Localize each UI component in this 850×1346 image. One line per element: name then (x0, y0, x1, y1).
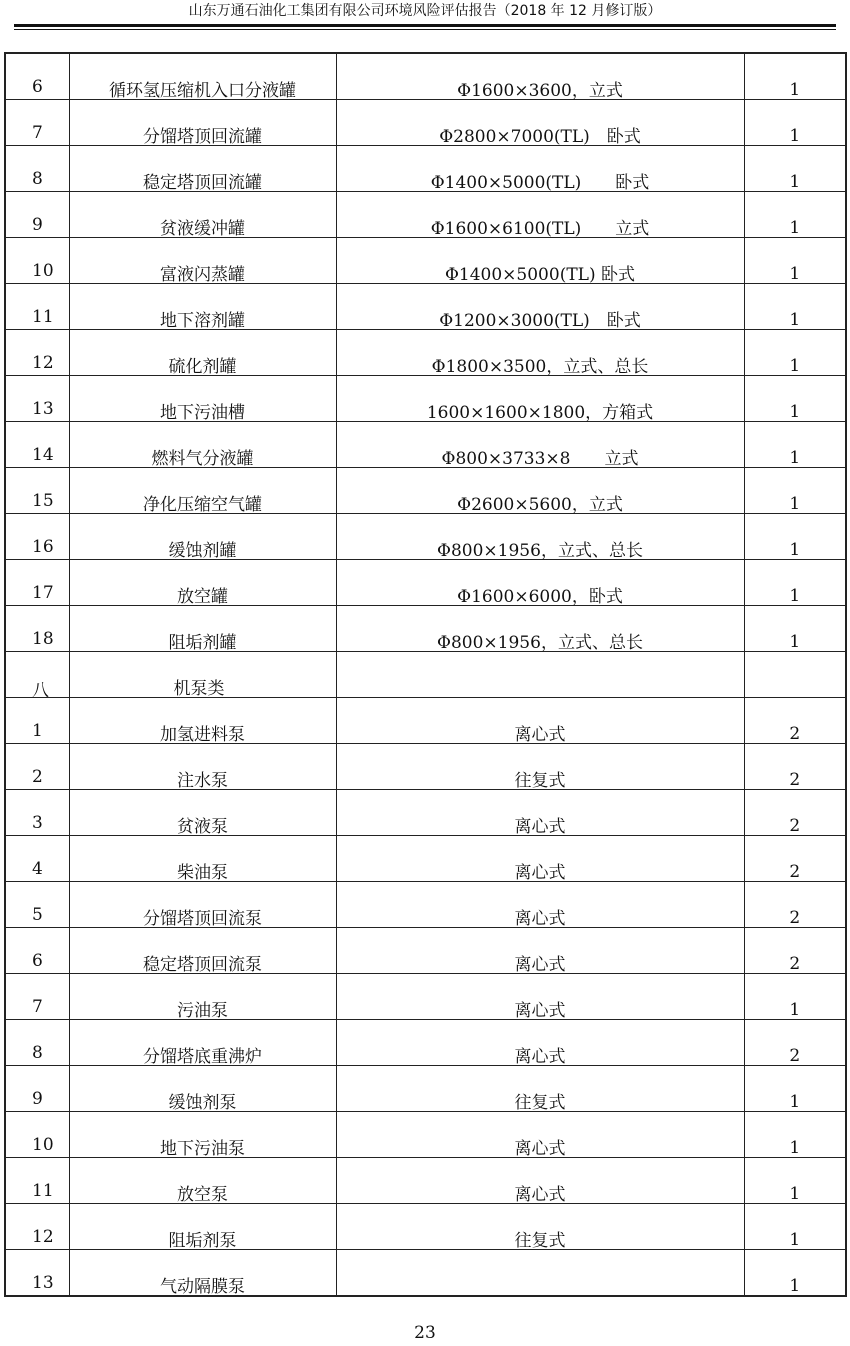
cell-number-text: 11 (32, 1181, 54, 1201)
cell-quantity-text: 2 (789, 1046, 801, 1066)
cell-spec (336, 422, 744, 468)
cell-name (69, 146, 336, 192)
cell-quantity-text: 2 (789, 908, 801, 928)
cell-number (5, 1112, 69, 1158)
cell-quantity (744, 1112, 846, 1158)
cell-name-text: 放空罐 (177, 587, 228, 607)
cell-spec-text: Φ1400×5000(TL) 卧式 (444, 265, 635, 285)
cell-spec-text: 离心式 (514, 1139, 566, 1159)
cell-spec-text: 往复式 (514, 771, 566, 791)
cell-number-text: 13 (32, 1273, 54, 1293)
cell-quantity-text: 1 (789, 402, 801, 422)
cell-name-text: 地下污油泵 (160, 1139, 245, 1159)
cell-quantity (744, 1066, 846, 1112)
cell-number-text: 6 (32, 77, 43, 97)
cell-spec-text: Φ1800×3500，立式、总长 (431, 357, 649, 377)
cell-number (5, 1158, 69, 1204)
cell-quantity (744, 238, 846, 284)
cell-name-text: 柴油泵 (177, 863, 228, 883)
cell-name (69, 652, 336, 698)
cell-spec (336, 1112, 744, 1158)
cell-quantity (744, 1158, 846, 1204)
cell-quantity-text: 1 (789, 356, 801, 376)
table-row (5, 238, 846, 284)
cell-quantity (744, 53, 846, 100)
cell-spec-text: 离心式 (514, 817, 566, 837)
table-row (5, 560, 846, 606)
table-row (5, 422, 846, 468)
cell-spec (336, 790, 744, 836)
cell-quantity-text: 2 (789, 724, 801, 744)
cell-name-text: 分馏塔顶回流罐 (143, 127, 262, 147)
cell-number-text: 3 (32, 813, 43, 833)
cell-quantity-text: 1 (789, 1092, 801, 1112)
cell-spec (336, 53, 744, 100)
cell-spec (336, 238, 744, 284)
cell-spec-text: Φ1600×3600，立式 (457, 81, 623, 101)
cell-number (5, 1204, 69, 1250)
cell-quantity-text: 2 (789, 816, 801, 836)
cell-number-text: 16 (32, 537, 54, 557)
cell-name (69, 376, 336, 422)
cell-spec-text: 离心式 (514, 1185, 566, 1205)
cell-number-text: 13 (32, 399, 54, 419)
cell-spec-text: 离心式 (514, 863, 566, 883)
cell-number-text: 12 (32, 353, 54, 373)
cell-number-text: 2 (32, 767, 43, 787)
cell-quantity-text: 2 (789, 770, 801, 790)
cell-quantity (744, 1020, 846, 1066)
page-number: 23 (414, 1323, 436, 1343)
cell-spec-text: 往复式 (514, 1231, 566, 1251)
cell-quantity (744, 744, 846, 790)
table-row (5, 836, 846, 882)
cell-name (69, 100, 336, 146)
cell-name (69, 1158, 336, 1204)
table-row (5, 790, 846, 836)
equipment-table-body (5, 53, 846, 1296)
cell-number-text: 11 (32, 307, 54, 327)
cell-spec (336, 514, 744, 560)
cell-quantity (744, 652, 846, 698)
cell-name (69, 1112, 336, 1158)
cell-quantity (744, 836, 846, 882)
cell-spec-text: 离心式 (514, 909, 566, 929)
cell-spec-text: Φ2800×7000(TL) 卧式 (439, 127, 641, 147)
cell-spec (336, 652, 744, 698)
cell-quantity-text: 1 (789, 1230, 801, 1250)
cell-number (5, 1250, 69, 1297)
cell-name (69, 974, 336, 1020)
cell-spec (336, 1204, 744, 1250)
cell-number (5, 560, 69, 606)
cell-name (69, 1020, 336, 1066)
cell-quantity (744, 560, 846, 606)
table-row (5, 1250, 846, 1297)
table-row (5, 1066, 846, 1112)
cell-name-text: 放空泵 (177, 1185, 228, 1205)
cell-spec-text: Φ800×1956，立式、总长 (437, 633, 643, 653)
cell-spec-text: Φ1200×3000(TL) 卧式 (439, 311, 641, 331)
cell-number (5, 1020, 69, 1066)
cell-quantity-text: 1 (789, 172, 801, 192)
cell-name-text: 缓蚀剂泵 (168, 1093, 237, 1113)
cell-number-text: 10 (32, 1135, 54, 1155)
cell-quantity (744, 790, 846, 836)
cell-spec (336, 560, 744, 606)
cell-name-text: 地下溶剂罐 (160, 311, 245, 331)
cell-quantity-text: 1 (789, 448, 801, 468)
cell-number-text: 9 (32, 215, 43, 235)
cell-quantity (744, 606, 846, 652)
table-row (5, 468, 846, 514)
cell-spec (336, 468, 744, 514)
cell-name (69, 468, 336, 514)
cell-quantity-text: 1 (789, 264, 801, 284)
cell-name-text: 地下污油槽 (160, 403, 245, 423)
table-row (5, 146, 846, 192)
cell-number-text: 15 (32, 491, 54, 511)
cell-quantity (744, 330, 846, 376)
cell-number-text: 18 (32, 629, 54, 649)
cell-name-text: 气动隔膜泵 (160, 1277, 245, 1297)
cell-number (5, 192, 69, 238)
cell-name-text: 稳定塔顶回流罐 (143, 173, 262, 193)
cell-spec-text: 离心式 (514, 1047, 566, 1067)
table-row (5, 376, 846, 422)
cell-spec-text: Φ1600×6100(TL) 立式 (430, 219, 650, 239)
page-header-title: 山东万通石油化工集团有限公司环境风险评估报告（2018 年 12 月修订版） (188, 3, 662, 19)
cell-quantity-text: 2 (789, 862, 801, 882)
cell-name-text: 硫化剂罐 (168, 357, 237, 377)
cell-name (69, 1250, 336, 1297)
table-row (5, 882, 846, 928)
cell-quantity (744, 928, 846, 974)
table-row (5, 698, 846, 744)
cell-name (69, 836, 336, 882)
cell-number-text: 7 (32, 997, 43, 1017)
cell-number (5, 606, 69, 652)
cell-quantity (744, 146, 846, 192)
table-row (5, 192, 846, 238)
cell-name (69, 284, 336, 330)
cell-name-text: 注水泵 (177, 771, 228, 791)
cell-name-text: 贫液缓冲罐 (160, 219, 245, 239)
cell-spec-text: Φ800×3733×8 立式 (441, 449, 639, 469)
cell-quantity (744, 514, 846, 560)
cell-spec (336, 698, 744, 744)
cell-number (5, 744, 69, 790)
cell-spec (336, 1250, 744, 1297)
table-section-row (5, 652, 846, 698)
cell-quantity (744, 698, 846, 744)
cell-quantity (744, 376, 846, 422)
cell-number-text: 5 (32, 905, 43, 925)
table-row (5, 284, 846, 330)
cell-spec (336, 376, 744, 422)
cell-name-text: 阻垢剂泵 (168, 1231, 237, 1251)
cell-spec-text: 1600×1600×1800，方箱式 (426, 403, 654, 423)
cell-number (5, 974, 69, 1020)
cell-spec (336, 882, 744, 928)
cell-number (5, 422, 69, 468)
cell-quantity-text: 1 (789, 126, 801, 146)
cell-number-text: 8 (32, 169, 43, 189)
cell-number-text: 14 (32, 445, 54, 465)
cell-spec-text: Φ1400×5000(TL) 卧式 (430, 173, 650, 193)
cell-quantity (744, 1250, 846, 1297)
cell-spec (336, 330, 744, 376)
cell-name (69, 606, 336, 652)
cell-number (5, 330, 69, 376)
cell-spec (336, 974, 744, 1020)
cell-spec-text: 离心式 (514, 1001, 566, 1021)
table-row (5, 1158, 846, 1204)
cell-name (69, 1066, 336, 1112)
table-row (5, 1112, 846, 1158)
cell-name (69, 1204, 336, 1250)
cell-name (69, 422, 336, 468)
cell-quantity (744, 974, 846, 1020)
cell-number-text: 7 (32, 123, 43, 143)
table-row (5, 928, 846, 974)
cell-quantity-text: 1 (789, 80, 801, 100)
header-rule-thick (14, 24, 836, 27)
cell-name (69, 192, 336, 238)
cell-number (5, 284, 69, 330)
cell-quantity (744, 192, 846, 238)
cell-quantity (744, 1204, 846, 1250)
cell-number (5, 376, 69, 422)
cell-name (69, 514, 336, 560)
cell-spec-text: Φ1600×6000，卧式 (457, 587, 623, 607)
cell-spec (336, 192, 744, 238)
cell-number (5, 882, 69, 928)
cell-number (5, 698, 69, 744)
cell-number-text: 8 (32, 1043, 43, 1063)
cell-name-text: 阻垢剂罐 (168, 633, 237, 653)
cell-spec-text: 往复式 (514, 1093, 566, 1113)
cell-number (5, 790, 69, 836)
cell-spec-text: Φ2600×5600，立式 (457, 495, 623, 515)
cell-number-text: 1 (32, 721, 43, 741)
cell-number (5, 514, 69, 560)
cell-name (69, 53, 336, 100)
cell-number (5, 100, 69, 146)
cell-name-text: 贫液泵 (177, 817, 228, 837)
cell-spec-text: 离心式 (514, 955, 566, 975)
table-row (5, 606, 846, 652)
table-row (5, 53, 846, 100)
cell-spec (336, 100, 744, 146)
cell-number (5, 836, 69, 882)
cell-name-text: 燃料气分液罐 (151, 449, 254, 469)
cell-name-text: 机泵类 (173, 679, 225, 699)
cell-name (69, 238, 336, 284)
cell-name-text: 加氢进料泵 (160, 725, 245, 745)
cell-quantity-text: 1 (789, 218, 801, 238)
cell-quantity (744, 882, 846, 928)
cell-name (69, 330, 336, 376)
cell-quantity (744, 422, 846, 468)
cell-name (69, 882, 336, 928)
table-row (5, 100, 846, 146)
cell-spec-text: Φ800×1956，立式、总长 (437, 541, 643, 561)
cell-name (69, 790, 336, 836)
cell-name (69, 698, 336, 744)
cell-name-text: 循环氢压缩机入口分液罐 (109, 81, 296, 101)
cell-name (69, 744, 336, 790)
cell-quantity-text: 1 (789, 586, 801, 606)
cell-spec (336, 836, 744, 882)
cell-number (5, 1066, 69, 1112)
cell-name-text: 稳定塔顶回流泵 (143, 955, 262, 975)
cell-number-text: 17 (32, 583, 54, 603)
table-row (5, 330, 846, 376)
cell-spec (336, 284, 744, 330)
header-rule-thin (14, 29, 836, 30)
cell-quantity-text: 1 (789, 1138, 801, 1158)
cell-number-text: 9 (32, 1089, 43, 1109)
cell-quantity-text: 1 (789, 540, 801, 560)
cell-name-text: 污油泵 (177, 1001, 228, 1021)
cell-quantity-text: 1 (789, 1000, 801, 1020)
cell-name (69, 560, 336, 606)
cell-name-text: 缓蚀剂罐 (168, 541, 237, 561)
table-row (5, 744, 846, 790)
cell-quantity-text: 1 (789, 632, 801, 652)
cell-number (5, 146, 69, 192)
cell-name-text: 净化压缩空气罐 (143, 495, 262, 515)
cell-number-text: 6 (32, 951, 43, 971)
cell-spec (336, 606, 744, 652)
table-row (5, 974, 846, 1020)
cell-name-text: 富液闪蒸罐 (160, 265, 245, 285)
cell-spec-text: 离心式 (514, 725, 566, 745)
cell-number-text: 10 (32, 261, 54, 281)
cell-spec (336, 146, 744, 192)
cell-number-text: 八 (32, 681, 49, 701)
cell-quantity (744, 100, 846, 146)
cell-quantity-text: 1 (789, 1184, 801, 1204)
cell-quantity-text: 2 (789, 954, 801, 974)
cell-spec (336, 744, 744, 790)
table-row (5, 514, 846, 560)
cell-name (69, 928, 336, 974)
equipment-table (4, 52, 847, 1297)
cell-number-text: 12 (32, 1227, 54, 1247)
cell-number (5, 928, 69, 974)
table-row (5, 1020, 846, 1066)
cell-spec (336, 1020, 744, 1066)
cell-quantity (744, 468, 846, 514)
cell-spec (336, 928, 744, 974)
table-row (5, 1204, 846, 1250)
cell-name-text: 分馏塔底重沸炉 (143, 1047, 262, 1067)
cell-quantity (744, 284, 846, 330)
cell-number (5, 53, 69, 100)
cell-number (5, 238, 69, 284)
cell-quantity-text: 1 (789, 1276, 801, 1296)
cell-number (5, 468, 69, 514)
cell-number (5, 652, 69, 701)
cell-spec (336, 1158, 744, 1204)
cell-name-text: 分馏塔顶回流泵 (143, 909, 262, 929)
cell-quantity-text: 1 (789, 494, 801, 514)
cell-quantity-text: 1 (789, 310, 801, 330)
cell-number-text: 4 (32, 859, 43, 879)
cell-spec (336, 1066, 744, 1112)
